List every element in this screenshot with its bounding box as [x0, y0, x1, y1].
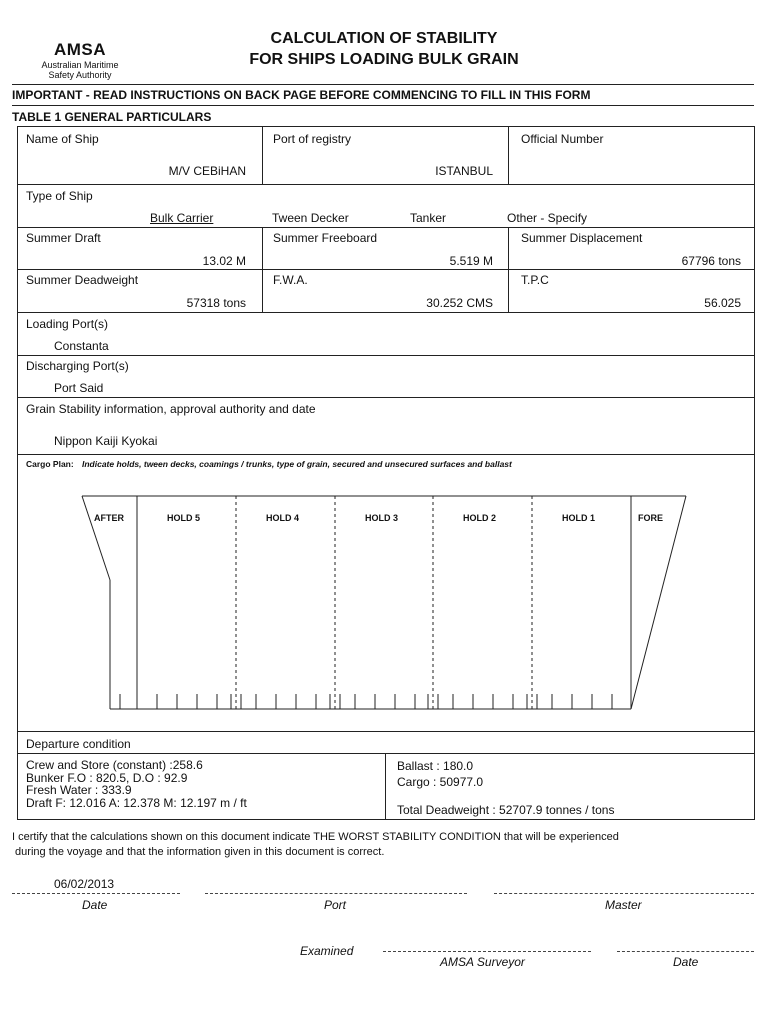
- logo-name: AMSA: [53, 40, 107, 59]
- discharging-ports-label: Discharging Port(s): [26, 359, 129, 373]
- grain-info-value: Nippon Kaiji Kyokai: [54, 434, 158, 448]
- summer-displacement-value: 67796 tons: [681, 254, 741, 268]
- logo-subline-1: Australian Maritime: [41, 60, 119, 70]
- compartment-hold-4: HOLD 4: [266, 513, 300, 523]
- logo-subline-2: Safety Authority: [48, 70, 112, 80]
- cargo-value: Cargo : 50977.0: [397, 775, 484, 789]
- name-of-ship-label: Name of Ship: [26, 132, 99, 146]
- total-deadweight: Total Deadweight : 52707.9 tonnes / tons: [397, 803, 615, 817]
- examined-label: Examined: [300, 944, 354, 958]
- grain-info-label: Grain Stability information, approval authority and date: [26, 402, 316, 416]
- form-title-line-2: FOR SHIPS LOADING BULK GRAIN: [249, 51, 519, 68]
- crew-and-store: Crew and Store (constant) :258.6: [26, 758, 203, 772]
- certification-line-2: during the voyage and that the information given in this document is correct.: [12, 846, 385, 858]
- draft-line: Draft F: 12.016 A: 12.378 M: 12.197 m / ft: [26, 795, 247, 810]
- summer-draft-label: Summer Draft: [26, 231, 101, 245]
- master-line: [494, 893, 754, 894]
- tpc-value: 56.025: [704, 296, 741, 310]
- frame-ticks: [120, 694, 612, 709]
- fresh-water: Fresh Water : 333.9: [26, 783, 132, 797]
- summer-freeboard-value: 5.519 M: [449, 254, 493, 268]
- type-option-tween-decker: Tween Decker: [272, 211, 349, 225]
- form-title-line-1: CALCULATION OF STABILITY: [270, 30, 498, 47]
- surveyor-line: [383, 951, 591, 952]
- summer-freeboard-label: Summer Freeboard: [273, 231, 378, 245]
- bunker-line: Bunker F.O : 820.5, D.O : 92.9: [26, 770, 188, 785]
- date2-line: [617, 951, 754, 952]
- fore-slope: [631, 496, 686, 709]
- discharging-ports-value: Port Said: [54, 381, 104, 395]
- compartment-hold-3: HOLD 3: [365, 513, 399, 523]
- loading-ports-label: Loading Port(s): [26, 317, 109, 331]
- certification-line-1: I certify that the calculations shown on this document indicate THE WORST STABILITY CONDITION that will be experienced: [12, 831, 619, 843]
- table1-title: TABLE 1 GENERAL PARTICULARS: [12, 110, 212, 124]
- name-of-ship-value: M/V CEBiHAN: [168, 164, 246, 178]
- date2-label: Date: [673, 955, 699, 969]
- type-option-other: Other - Specify: [507, 211, 588, 225]
- surveyor-label: AMSA Surveyor: [440, 955, 525, 969]
- date-label: Date: [82, 898, 108, 912]
- compartment-fore: FORE: [638, 513, 664, 523]
- type-of-ship-label: Type of Ship: [26, 189, 93, 203]
- summer-deadweight-label: Summer Deadweight: [26, 273, 139, 287]
- important-notice: IMPORTANT - READ INSTRUCTIONS ON BACK PAGE BEFORE COMMENCING TO FILL IN THIS FORM: [12, 88, 591, 102]
- type-option-tanker: Tanker: [410, 211, 447, 225]
- port-label: Port: [324, 898, 347, 912]
- signature-date-value: 06/02/2013: [54, 877, 115, 891]
- official-number-label: Official Number: [521, 132, 604, 146]
- fwa-label: F.W.A.: [273, 273, 308, 287]
- compartment-hold-5: HOLD 5: [167, 513, 201, 523]
- date-line: [12, 893, 180, 894]
- summer-deadweight-value: 57318 tons: [186, 296, 246, 310]
- loading-ports-value: Constanta: [54, 339, 109, 353]
- ballast-value: Ballast : 180.0: [397, 759, 474, 773]
- fwa-value: 30.252 CMS: [426, 296, 493, 310]
- aft-slope: [82, 496, 110, 580]
- tpc-label: T.P.C: [521, 273, 549, 287]
- cargo-plan-label: Cargo Plan:: [26, 459, 74, 469]
- cargo-plan-hint: Indicate holds, tween decks, coamings / trunks, type of grain, secured and unsecured surfaces and ballast: [82, 459, 512, 469]
- type-option-bulk-carrier: Bulk Carrier: [150, 211, 214, 225]
- port-line: [205, 893, 467, 894]
- port-of-registry-label: Port of registry: [273, 132, 352, 146]
- compartment-after: AFTER: [94, 513, 124, 523]
- master-label: Master: [605, 898, 642, 912]
- departure-left-block: [26, 759, 247, 809]
- compartment-hold-2: HOLD 2: [463, 513, 497, 523]
- port-of-registry-value: ISTANBUL: [435, 164, 493, 178]
- departure-condition-label: Departure condition: [26, 737, 131, 751]
- summer-draft-value: 13.02 M: [202, 254, 246, 268]
- summer-displacement-label: Summer Displacement: [521, 231, 643, 245]
- compartment-hold-1: HOLD 1: [562, 513, 596, 523]
